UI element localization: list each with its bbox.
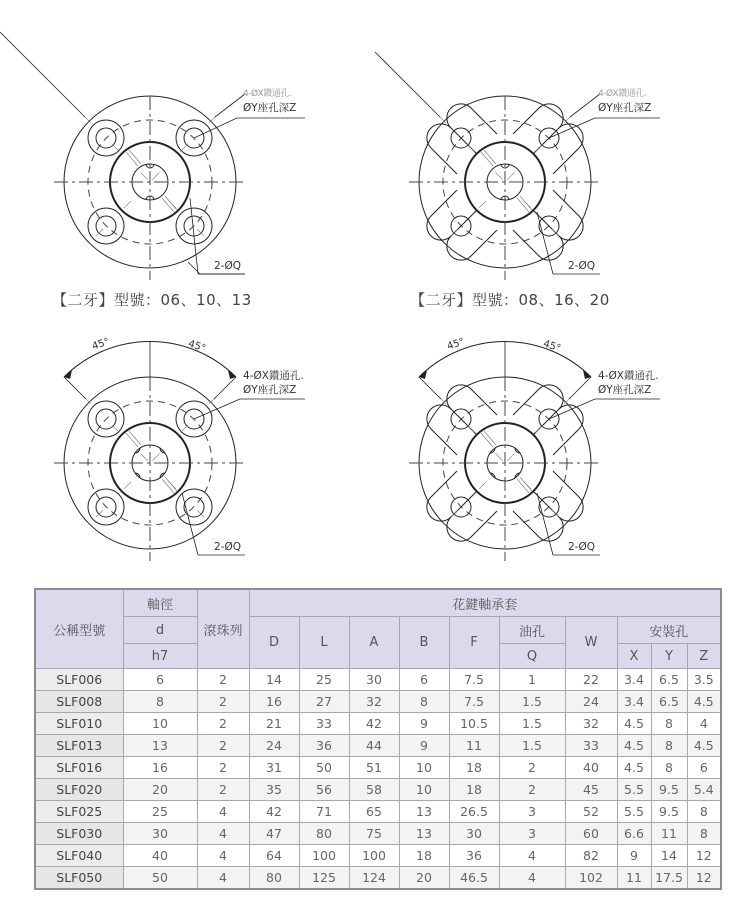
cell-a: 58 (349, 779, 399, 801)
cell-d: 40 (123, 845, 197, 867)
cell-w: 33 (565, 735, 617, 757)
cell-d: 20 (123, 779, 197, 801)
cell-f: 18 (449, 779, 499, 801)
table-row (35, 867, 721, 890)
header-F: F (449, 617, 499, 669)
cell-model: SLF010 (35, 713, 123, 735)
cell-d: 24 (249, 735, 299, 757)
header-X: X (617, 644, 651, 669)
cell-y: 11 (651, 823, 687, 845)
header-A: A (349, 617, 399, 669)
cell-d: 80 (249, 867, 299, 890)
header-oil-hole: 油孔 (499, 617, 565, 644)
cell-z: 4.5 (687, 735, 721, 757)
cell-d: 21 (249, 713, 299, 735)
cell-rows: 2 (197, 691, 249, 713)
cell-l: 50 (299, 757, 349, 779)
cell-d: 10 (123, 713, 197, 735)
cell-rows: 4 (197, 845, 249, 867)
cell-model: SLF020 (35, 779, 123, 801)
cell-x: 5.5 (617, 801, 651, 823)
cell-q: 3 (499, 823, 565, 845)
angle-label-right: 45° (541, 338, 562, 355)
header-B: B (399, 617, 449, 669)
cell-z: 5.4 (687, 779, 721, 801)
cell-a: 75 (349, 823, 399, 845)
cell-w: 60 (565, 823, 617, 845)
oil-hole-callout: 2-ØQ (214, 260, 241, 272)
cell-x: 4.5 (617, 735, 651, 757)
cell-d: 8 (123, 691, 197, 713)
cell-q: 2 (499, 779, 565, 801)
cell-y: 9.5 (651, 779, 687, 801)
cell-z: 12 (687, 867, 721, 890)
cell-l: 25 (299, 669, 349, 691)
cell-a: 65 (349, 801, 399, 823)
cell-a: 51 (349, 757, 399, 779)
cell-d: 31 (249, 757, 299, 779)
table-row (35, 713, 721, 735)
cell-y: 6.5 (651, 669, 687, 691)
cell-x: 4.5 (617, 757, 651, 779)
header-D: D (249, 617, 299, 669)
header-shaft-d: d (123, 617, 197, 644)
cell-z: 12 (687, 845, 721, 867)
cell-a: 44 (349, 735, 399, 757)
model-caption: 【二牙】型號：06、10、13 (52, 291, 252, 309)
cell-w: 40 (565, 757, 617, 779)
angle-label-left: 45° (445, 336, 466, 353)
cell-b: 13 (399, 801, 449, 823)
cell-rows: 4 (197, 867, 249, 890)
header-model: 公稱型號 (35, 589, 123, 669)
cell-d: 30 (123, 823, 197, 845)
cell-rows: 2 (197, 669, 249, 691)
cell-y: 8 (651, 735, 687, 757)
cell-w: 32 (565, 713, 617, 735)
header-L: L (299, 617, 349, 669)
table-row (35, 801, 721, 823)
cell-q: 2 (499, 757, 565, 779)
cell-b: 6 (399, 669, 449, 691)
cell-q: 4 (499, 845, 565, 867)
drawing-two-row-cross (375, 52, 660, 280)
cell-model: SLF008 (35, 691, 123, 713)
cell-z: 4.5 (687, 691, 721, 713)
cell-d: 50 (123, 867, 197, 890)
cell-rows: 2 (197, 779, 249, 801)
cell-a: 32 (349, 691, 399, 713)
counterbore-note: ØY座孔深Z (243, 102, 297, 114)
cell-z: 6 (687, 757, 721, 779)
cell-f: 18 (449, 757, 499, 779)
cell-x: 9 (617, 845, 651, 867)
cell-b: 20 (399, 867, 449, 890)
cell-model: SLF030 (35, 823, 123, 845)
cell-l: 36 (299, 735, 349, 757)
angle-label-right: 45° (186, 338, 207, 355)
cell-rows: 2 (197, 735, 249, 757)
cell-d: 64 (249, 845, 299, 867)
drill-hole-note: 4-ØX鑽通孔. (598, 89, 647, 99)
cell-d: 16 (249, 691, 299, 713)
cell-z: 8 (687, 801, 721, 823)
cell-model: SLF040 (35, 845, 123, 867)
cell-q: 1.5 (499, 691, 565, 713)
cell-x: 4.5 (617, 713, 651, 735)
header-shaft: 軸徑 (123, 589, 197, 617)
cell-y: 8 (651, 713, 687, 735)
cell-x: 3.4 (617, 669, 651, 691)
header-sleeve: 花鍵軸承套 (249, 589, 721, 617)
cell-l: 125 (299, 867, 349, 890)
cell-d: 6 (123, 669, 197, 691)
cell-q: 3 (499, 801, 565, 823)
cell-w: 102 (565, 867, 617, 890)
table-row (35, 735, 721, 757)
header-Z: Z (687, 644, 721, 669)
cell-l: 33 (299, 713, 349, 735)
cell-d: 42 (249, 801, 299, 823)
cell-d: 25 (123, 801, 197, 823)
cell-rows: 4 (197, 801, 249, 823)
oil-hole-callout: 2-ØQ (214, 541, 241, 553)
cell-model: SLF050 (35, 867, 123, 890)
cell-z: 4 (687, 713, 721, 735)
drill-hole-note: 4-ØX鑽通孔. (243, 370, 304, 382)
cell-w: 22 (565, 669, 617, 691)
cell-x: 11 (617, 867, 651, 890)
cell-l: 100 (299, 845, 349, 867)
cell-b: 10 (399, 779, 449, 801)
cell-l: 56 (299, 779, 349, 801)
header-Y: Y (651, 644, 687, 669)
cell-a: 30 (349, 669, 399, 691)
cell-f: 26.5 (449, 801, 499, 823)
cell-w: 45 (565, 779, 617, 801)
cell-q: 1.5 (499, 713, 565, 735)
cell-l: 27 (299, 691, 349, 713)
angle-label-left: 45° (90, 336, 111, 353)
cell-model: SLF013 (35, 735, 123, 757)
cell-z: 3.5 (687, 669, 721, 691)
cell-rows: 2 (197, 757, 249, 779)
cell-f: 46.5 (449, 867, 499, 890)
table-row (35, 669, 721, 691)
cell-y: 17.5 (651, 867, 687, 890)
cell-w: 52 (565, 801, 617, 823)
cell-f: 10.5 (449, 713, 499, 735)
cell-x: 6.6 (617, 823, 651, 845)
header-mount-hole: 安裝孔 (617, 617, 721, 644)
cell-y: 8 (651, 757, 687, 779)
cell-q: 1.5 (499, 735, 565, 757)
drill-hole-note: 4-ØX鑽通孔. (243, 89, 292, 99)
header-shaft-tolerance: h7 (123, 644, 197, 669)
cell-w: 24 (565, 691, 617, 713)
cell-w: 82 (565, 845, 617, 867)
cell-y: 9.5 (651, 801, 687, 823)
spec-table (34, 588, 722, 890)
header-ball-rows: 滾珠列 (197, 589, 249, 669)
cell-model: SLF025 (35, 801, 123, 823)
cell-f: 11 (449, 735, 499, 757)
cell-l: 80 (299, 823, 349, 845)
cell-x: 3.4 (617, 691, 651, 713)
cell-f: 7.5 (449, 691, 499, 713)
cell-q: 1 (499, 669, 565, 691)
cell-f: 7.5 (449, 669, 499, 691)
cell-y: 14 (651, 845, 687, 867)
table-row (35, 779, 721, 801)
cell-y: 6.5 (651, 691, 687, 713)
cell-b: 10 (399, 757, 449, 779)
cell-b: 9 (399, 735, 449, 757)
header-Q: Q (499, 644, 565, 669)
cell-d: 16 (123, 757, 197, 779)
oil-hole-callout: 2-ØQ (568, 541, 595, 553)
cell-q: 4 (499, 867, 565, 890)
cell-rows: 4 (197, 823, 249, 845)
cell-b: 18 (399, 845, 449, 867)
table-row (35, 691, 721, 713)
counterbore-note: ØY座孔深Z (598, 102, 652, 114)
model-caption: 【二牙】型號：08、16、20 (410, 291, 610, 309)
table-row (35, 823, 721, 845)
counterbore-note: ØY座孔深Z (598, 384, 652, 396)
cell-b: 13 (399, 823, 449, 845)
cell-rows: 2 (197, 713, 249, 735)
cell-a: 42 (349, 713, 399, 735)
cell-d: 47 (249, 823, 299, 845)
header-W: W (565, 617, 617, 669)
cell-d: 14 (249, 669, 299, 691)
cell-f: 30 (449, 823, 499, 845)
cell-l: 71 (299, 801, 349, 823)
drill-hole-note: 4-ØX鑽通孔. (598, 370, 659, 382)
table-row (35, 845, 721, 867)
cell-x: 5.5 (617, 779, 651, 801)
cell-model: SLF006 (35, 669, 123, 691)
drawing-two-row-round (0, 32, 305, 280)
cell-d: 35 (249, 779, 299, 801)
cell-b: 9 (399, 713, 449, 735)
cell-b: 8 (399, 691, 449, 713)
cell-z: 8 (687, 823, 721, 845)
cell-model: SLF016 (35, 757, 123, 779)
cell-a: 124 (349, 867, 399, 890)
counterbore-note: ØY座孔深Z (243, 384, 297, 396)
oil-hole-callout: 2-ØQ (568, 260, 595, 272)
cell-f: 36 (449, 845, 499, 867)
table-row (35, 757, 721, 779)
cell-d: 13 (123, 735, 197, 757)
cell-a: 100 (349, 845, 399, 867)
